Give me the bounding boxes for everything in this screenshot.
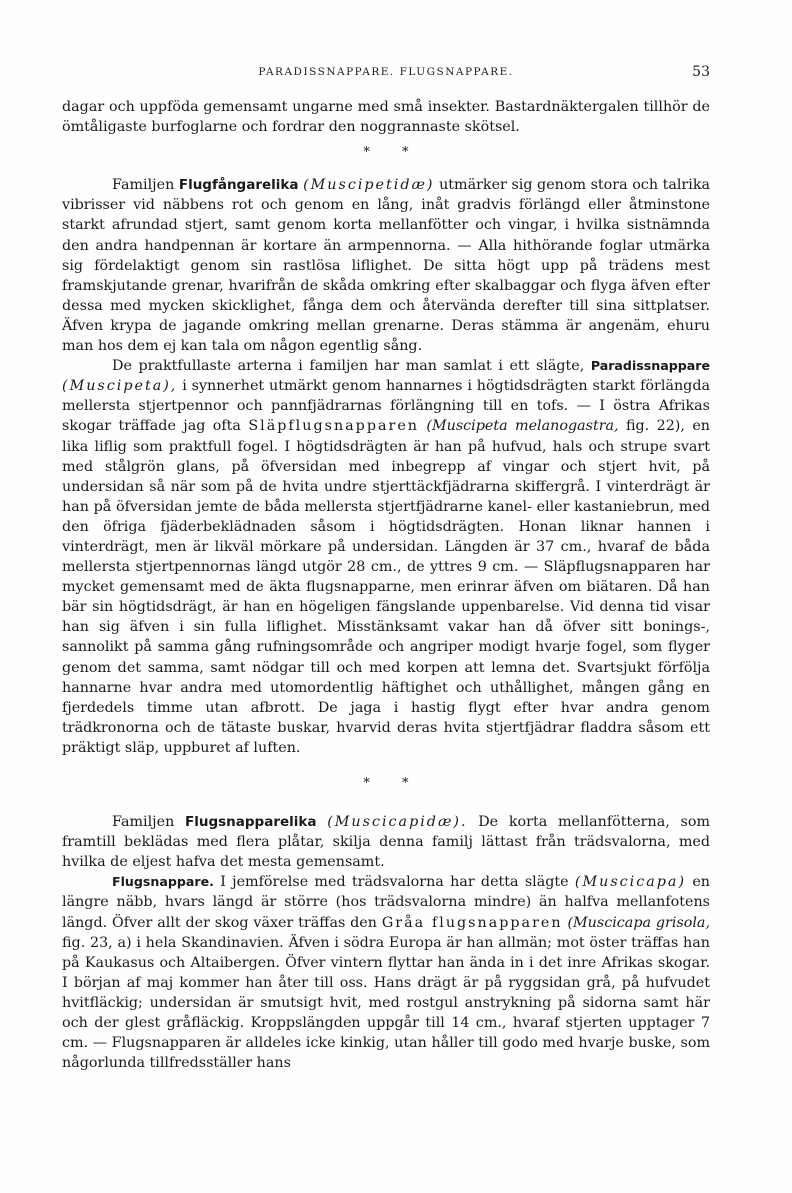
text-run: Familjen [112, 177, 179, 194]
text-run: De praktfullaste arterna i familjen har man samlat i ett slägte, [112, 358, 591, 375]
latin-family-name: (Muscicapidæ). [327, 814, 468, 831]
genus-name: Flugsnappare. [112, 874, 214, 890]
latin-species-name: (Muscipeta melanogastra, [426, 418, 619, 435]
text-run: fig. 22), en lika liflig som praktfull fogel. I högtidsdrägten är han på hufvud, hals och strupe svart med stålgrön glans, på öfversidan med inbegrepp af vingar och stjert hvit, på undersidan så när som på de hvita undre stjerttäckfjädrarna skiffergrå. I vinterdrägt är han på öfversidan jemte de båda mellersta stjertfjädrarne kanel- eller kastaniebrun, med den öfriga fjäderbeklädnaden såsom i högtidsdrägten. Honan liknar hannen i vinterdrägt, men är likväl mörkare på undersidan. Längden är 37 cm., hvaraf de båda mellersta stjertpennornas längd utgör 28 cm., de yttres 9 cm. — Släpflugsnapparen har mycket gemensamt med de äkta flugsnapparne, men erinrar äfven om biätaren. Då han bär sin högtidsdrägt, är han en högeligen fängslande uppenbarelse. Vid denna tid visar han sig äfven i sin fulla liflighet. Misstänksamt vakar han då öfver sitt bonings-, sannolikt på samma gång rufningsområde och angriper modigt hvarje fogel, som flyger genom det samma, samt nödgar till och med korpen att lemna det. Svartsjukt förfölja hannarne hvar andra med utomordentlig häftighet och uthållighet, mången gång en fjerdedels timme utan afbrott. De jaga i hastig flygt efter hvar andra genom trädkronorna och de tätaste buskar, hvarvid deras hvita stjertfjädrar fladdra såsom ett präktigt släp, uppburet af luften. [62, 418, 710, 756]
paragraph-paradissnappare [62, 356, 710, 758]
latin-species-name: (Muscicapa grisola, [567, 914, 710, 931]
species-name: Gråa flugsnapparen [381, 914, 563, 931]
species-name: Släpflugsnapparen [248, 418, 420, 435]
paragraph-muscicapidae [62, 812, 710, 872]
latin-genus-name: (Muscipeta), [62, 378, 178, 395]
text-run: i synnerhet utmärkt genom hannarnes i högtidsdrägten starkt förlängda mellersta stjertpennor och pannfjädrarnas förlängning till en tofs. — I östra Afrikas skogar träffade jag ofta [62, 378, 710, 435]
latin-genus-name: (Muscicapa) [574, 874, 687, 891]
paragraph-1: dagar och uppföda gemensamt ungarne med små insekter. Bastardnäktergalen tillhör de ömtåligaste burfoglarne och fordrar den noggrannaste skötsel. [62, 99, 710, 136]
text-run: Familjen [112, 814, 185, 831]
text-run: fig. 23, a) i hela Skandinavien. Äfven i södra Europa är han allmän; mot öster träffas han på Kaukasus och Altaibergen. Öfver vintern flyttar han ända in i det inre Afrikas skogar. I början af maj kommer han åter till oss. Hans drägt är på ryggsidan grå, på hufvudet hvitfläckig; undersidan är smutsigt hvit, med rostgul anstrykning på sidorna samt här och der glest gråfläckig. Kroppslängden uppgår till 14 cm., hvaraf stjerten upptager 7 cm. — Flugsnapparen är alldeles icke kinkig, utan håller till godo med hvarje buske, som någorlunda tillfredsställer hans [62, 934, 710, 1072]
family-name: Flugsnapparelika [185, 814, 317, 831]
text-run: I jemförelse med trädsvalorna har detta slägte [213, 874, 575, 891]
section-divider-stars: * * [363, 776, 423, 791]
page-number: 53 [692, 64, 710, 80]
text-run: utmärker sig genom stora och talrika vibrisser vid näbbens rot och genom en lång, inåt gradvis förlängd eller åtminstone starkt afrundad stjert, samt genom korta mellanfötter och vingar, i hvilka sistnämnda den andra handpennan är kortare än armpennorna. — Alla hithörande foglar utmärka sig fördelaktigt genom sin rastlösa liflighet. De sitta högt upp på trädens mest framskjutande grenar, hvarifrån de skåda omkring efter skalbaggar och flyga äfven efter dessa med mycken skicklighet, fånga dem och återvända derefter till sina sittplatser. Äfven krypa de jagande omkring mellan grenarne. Deras stämma är angenäm, ehuru man hos dem ej kan tala om någon egentlig sång. [62, 177, 711, 355]
family-name: Flugfångarelika [178, 177, 299, 194]
section-divider-stars: * * [363, 145, 423, 161]
body-text [62, 97, 710, 1073]
latin-family-name: (Muscipetidæ) [303, 177, 435, 194]
running-header [62, 66, 710, 86]
text-run: De korta mellanfötterna, som framtill beklädas med flera plåtar, skilja denna familj lättast från trädsvalorna, med hvilka de eljest hafva det mesta gemensamt. [62, 814, 711, 871]
paragraph-flugsnappare [62, 872, 710, 1073]
genus-name: Paradissnappare [590, 358, 710, 374]
running-title: PARADISSNAPPARE. FLUGSNAPPARE. [258, 66, 514, 78]
text-run: en längre näbb, hvars längd är större (hos trädsvalorna mindre) än halfva mellanfotens längd. Öfver allt der skog växer träffas den [62, 874, 710, 931]
paragraph-muscipetidae [62, 175, 710, 356]
